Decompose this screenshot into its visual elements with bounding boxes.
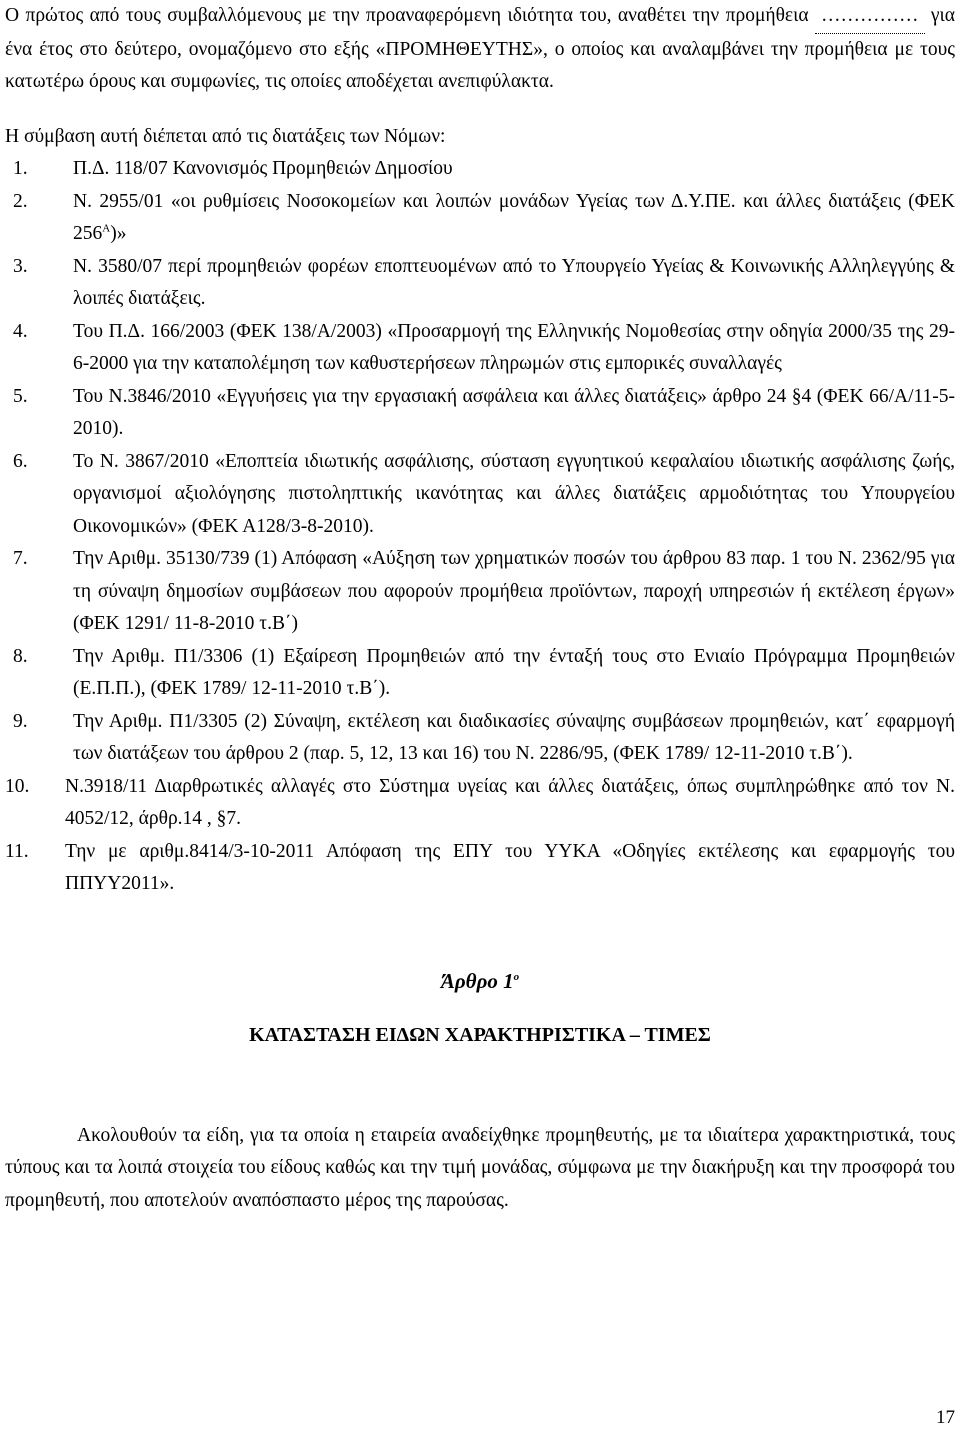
item-text: Ν. 3580/07 περί προμηθειών φορέων εποπτευομένων από το Υπουργείο Υγείας & Κοινωνικής Αλληλεγγύης & λοιπές διατάξεις.: [73, 255, 955, 309]
laws-heading: Η σύμβαση αυτή διέπεται από τις διατάξεις των Νόμων:: [5, 125, 446, 147]
article-title-sup: ο: [513, 970, 520, 983]
item-text: Την Αριθμ. 35130/739 (1) Απόφαση «Αύξηση των χρηματικών ποσών του άρθρου 83 παρ. 1 του Ν. 2362/95 για τη σύναψη δημοσίων συμβάσεων που αφορούν προμήθεια προϊόντων, παροχή υπηρεσιών ή εκτέλεση έργων» (ΦΕΚ 1291/ 11-8-2010 τ.Β΄): [73, 548, 955, 634]
item-number: 4.: [13, 320, 28, 342]
article-title: [5, 965, 955, 998]
item-text-part: )»: [110, 223, 127, 244]
article-title-text: Άρθρο 1: [440, 968, 514, 993]
item-text: Του Ν.3846/2010 «Εγγυήσεις για την εργασιακή ασφάλεια και άλλες διατάξεις» άρθρο 24 §4 (ΦΕΚ 66/Α/11-5-2010).: [73, 385, 955, 439]
item-text: Ν.3918/11 Διαρθρωτικές αλλαγές στο Σύστημα υγείας και άλλες διατάξεις, όπως συμπληρώθηκε από τον Ν. 4052/12, άρθρ.14 , §7.: [65, 775, 955, 829]
closing-paragraph: Ακολουθούν τα είδη, για τα οποία η εταιρεία αναδείχθηκε προμηθευτής, με τα ιδιαίτερα χαρακτηριστικά, τους τύπους και τα λοιπά στοιχεία του είδους καθώς και την τιμή μονάδας, σύμφωνα με την διακήρυξη και την προσφορά του προμηθευτή, που αποτελούν αναπόσπαστο μέρος της παρούσας.: [5, 1124, 955, 1211]
intro-text-end: για ένα έτος στο δεύτερο, ονομαζόμενο στο εξής «ΠΡΟΜΗΘΕΥΤΗΣ», ο οποίος και αναλαμβάνει την προμήθεια με τους κατωτέρω όρους και συμφωνίες, τις οποίες αποδέχεται ανεπιφύλακτα.: [5, 5, 955, 92]
item-text: Την με αριθμ.8414/3-10-2011 Απόφαση της ΕΠΥ του ΥΥΚΑ «Οδηγίες εκτέλεσης και εφαρμογής του ΠΠΥΥ2011».: [65, 840, 955, 894]
item-text: Το Ν. 3867/2010 «Εποπτεία ιδιωτικής ασφάλισης, σύσταση εγγυητικού κεφαλαίου ιδιωτικής ασφάλισης ζωής, οργανισμοί αξιολόγησης πιστοληπτικής ικανότητας και άλλες διατάξεις αρμοδιότητας του Υπουργείου Οικονομικών» (ΦΕΚ Α128/3-8-2010).: [73, 450, 955, 537]
list-item: [5, 543, 955, 641]
superscript: Α: [102, 222, 111, 235]
list-item: [5, 706, 955, 771]
item-number: 9.: [13, 710, 28, 732]
list-item: [5, 153, 955, 186]
item-number: 10.: [5, 775, 30, 797]
list-item: [5, 381, 955, 446]
list-item: [5, 186, 955, 251]
list-item: [5, 251, 955, 316]
list-item: [5, 316, 955, 381]
item-number: 11.: [5, 840, 29, 862]
item-text-part: Ν. 2955/01 «οι ρυθμίσεις Νοσοκομείων και λοιπών μονάδων Υγείας των Δ.Υ.ΠΕ. και άλλες διατάξεις (ΦΕΚ 256: [73, 190, 955, 244]
item-number: 3.: [13, 255, 28, 277]
item-text: Την Αριθμ. Π1/3305 (2) Σύναψη, εκτέλεση και διαδικασίες σύναψης συμβάσεων προμηθειών, κατ΄ εφαρμογή των διατάξεων του άρθρου 2 (παρ. 5, 12, 13 και 16) του Ν. 2286/95, (ΦΕΚ 1789/ 12-11-2010 τ.Β΄).: [73, 710, 955, 764]
item-text: Την Αριθμ. Π1/3306 (1) Εξαίρεση Προμηθειών από την ένταξή τους στο Ενιαίο Πρόγραμμα Προμηθειών (Ε.Π.Π.), (ΦΕΚ 1789/ 12-11-2010 τ.Β΄).: [73, 645, 955, 699]
item-number: 8.: [13, 645, 28, 667]
blank-field: ……………: [815, 0, 925, 34]
page-number: 17: [936, 1406, 955, 1428]
item-number: 1.: [13, 158, 28, 179]
item-number: 7.: [13, 548, 28, 569]
section-title: ΚΑΤΑΣΤΑΣΗ ΕΙΔΩΝ ΧΑΡΑΚΤΗΡΙΣΤΙΚΑ – ΤΙΜΕΣ: [249, 1024, 711, 1046]
list-item: [5, 641, 955, 706]
item-text: Π.Δ. 118/07 Κανονισμός Προμηθειών Δημοσίου: [73, 158, 453, 179]
laws-list: [5, 153, 955, 901]
item-number: 2.: [13, 190, 28, 212]
intro-text-start: Ο πρώτος από τους συμβαλλόμενους με την προαναφερόμενη ιδιότητα του, αναθέτει την προμήθεια: [5, 5, 809, 26]
item-text: [51, 186, 955, 251]
list-item: [5, 771, 955, 836]
list-item: [5, 836, 955, 901]
item-number: 5.: [13, 385, 28, 407]
item-number: 6.: [13, 450, 28, 472]
list-item: [5, 446, 955, 544]
intro-paragraph: [5, 0, 955, 99]
document-page: [5, 0, 955, 1217]
item-text: Του Π.Δ. 166/2003 (ΦΕΚ 138/Α/2003) «Προσαρμογή της Ελληνικής Νομοθεσίας στην οδηγία 2000/35 της 29-6-2000 για την καταπολέμηση των καθυστερήσεων πληρωμών στις εμπορικές συναλλαγές: [73, 320, 955, 374]
